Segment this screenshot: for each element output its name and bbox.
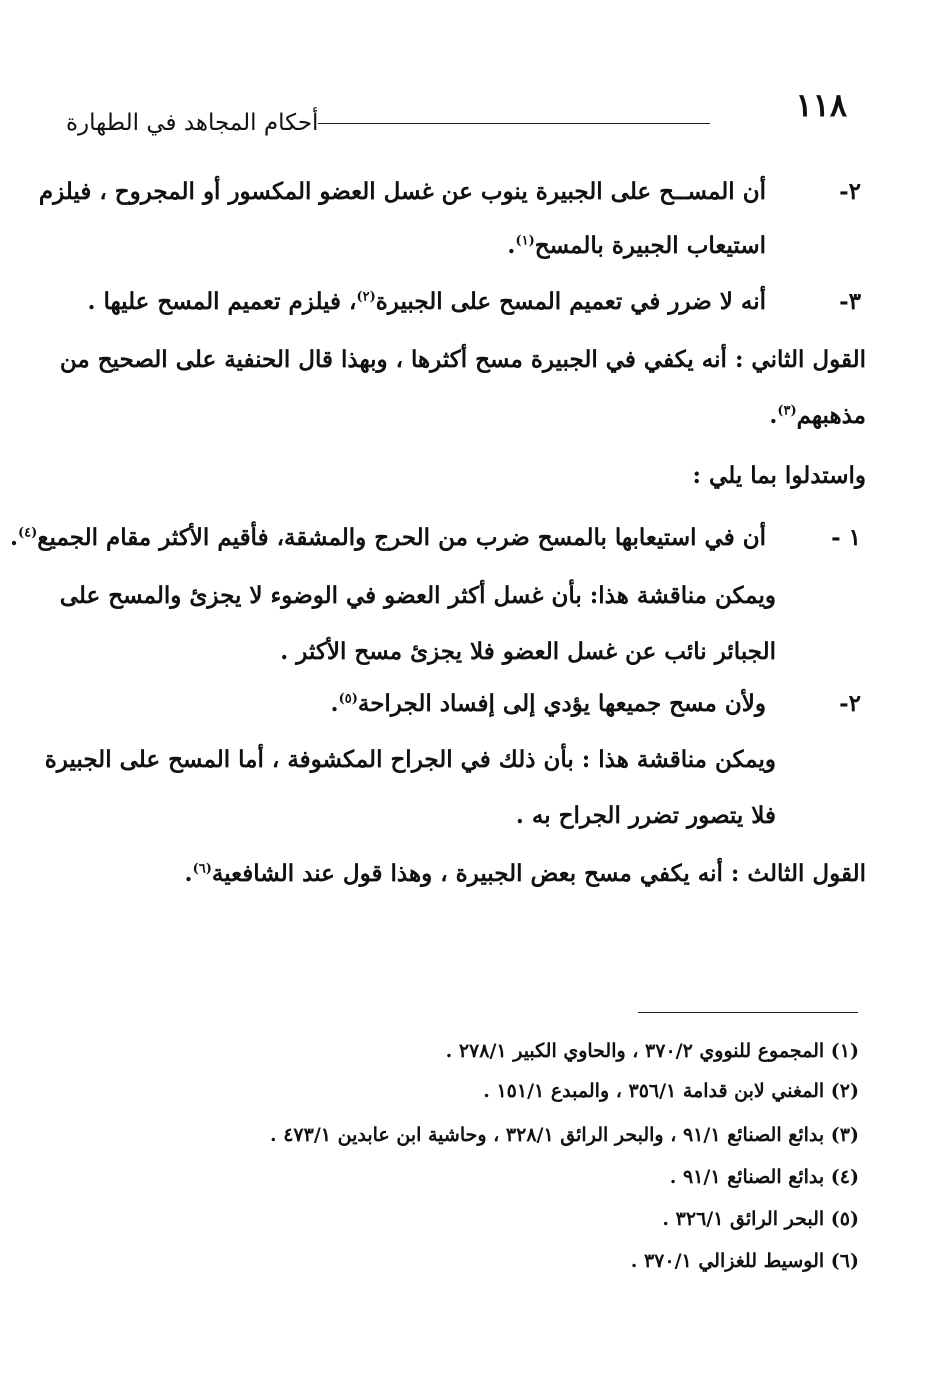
header-rule xyxy=(318,123,710,124)
text-line: أن المســح على الجبيرة ينوب عن غسل العضو المكسور أو المجروح ، فيلزم xyxy=(38,178,766,205)
text-line: استيعاب الجبيرة بالمسح$^{(١)}$. xyxy=(507,232,766,259)
footnote-ref: (٣) xyxy=(777,403,797,419)
paragraph-qawl2-cont xyxy=(66,402,866,442)
footnote-ref: (١) xyxy=(515,233,535,249)
paragraph-qawl3 xyxy=(66,860,866,900)
footnote: (٣) بدائع الصنائع ٩١/١ ، والبحر الرائق ٣٢٨/١ ، وحاشية ابن عابدين ٤٧٣/١ . xyxy=(269,1124,859,1146)
item-number: ٢- xyxy=(839,690,861,717)
footnote: (٦) الوسيط للغزالي ٣٧٠/١ . xyxy=(630,1250,859,1272)
text-line: أنه لا ضرر في تعميم المسح على الجبيرة$^{(٢)}$، فيلزم تعميم المسح عليها . xyxy=(87,288,766,315)
footnote: (٥) البحر الرائق ٣٢٦/١ . xyxy=(662,1208,859,1230)
text-line: ويمكن مناقشة هذا: بأن غسل أكثر العضو في الوضوء لا يجزئ والمسح على xyxy=(59,582,776,609)
footnote-ref: (٤) xyxy=(17,525,38,541)
text-line: فلا يتصور تضرر الجراح به . xyxy=(515,802,776,829)
footnote-ref: (٥) xyxy=(338,691,358,707)
text-line: أن في استيعابها بالمسح ضرب من الحرج والمشقة، فأقيم الأكثر مقام الجميع$^{(٤)}$. xyxy=(9,524,766,551)
running-title: أحكام المجاهد في الطهارة xyxy=(66,110,319,136)
text-line: القول الثالث : أنه يكفي مسح بعض الجبيرة ، وهذا قول عند الشافعية$^{(٦)}$. xyxy=(184,860,866,887)
paragraph-arg2 xyxy=(66,690,766,726)
footnote-rule xyxy=(638,1012,858,1013)
paragraph-item3 xyxy=(66,288,766,324)
paragraph-discussion1 xyxy=(59,582,776,618)
paragraph-discussion2 xyxy=(44,746,776,782)
paragraph-qawl2 xyxy=(59,346,866,386)
footnote-ref: (٢) xyxy=(356,289,376,305)
text-line: واستدلوا بما يلي : xyxy=(692,462,866,489)
paragraph-item2 xyxy=(38,178,766,214)
item-number: ٣- xyxy=(839,288,861,315)
text-line: الجبائر نائب عن غسل العضو فلا يجزئ مسح الأكثر . xyxy=(280,638,776,665)
text-line: ويمكن مناقشة هذا : بأن ذلك في الجراح المكشوفة ، أما المسح على الجبيرة xyxy=(44,746,776,773)
text-line: مذهبهم$^{(٣)}$. xyxy=(769,402,866,429)
footnote: (٤) بدائع الصنائع ٩١/١ . xyxy=(669,1166,859,1188)
paragraph-item2-cont xyxy=(66,232,766,268)
paragraph-evidence-intro xyxy=(66,462,866,502)
footnote: (١) المجموع للنووي ٣٧٠/٢ ، والحاوي الكبير ٢٧٨/١ . xyxy=(445,1040,859,1062)
footnote-ref: (٦) xyxy=(192,861,212,877)
text-line: ولأن مسح جميعها يؤدي إلى إفساد الجراحة$^{(٥)}$. xyxy=(330,690,766,717)
page-number: ١١٨ xyxy=(795,86,847,124)
paragraph-arg1 xyxy=(9,524,766,560)
item-number: ٢- xyxy=(839,178,861,205)
paragraph-discussion2-cont xyxy=(76,802,776,838)
footnote: (٢) المغني لابن قدامة ٣٥٦/١ ، والمبدع ١٥١/١ . xyxy=(483,1080,859,1102)
text-line: القول الثاني : أنه يكفي في الجبيرة مسح أكثرها ، وبهذا قال الحنفية على الصحيح من xyxy=(59,346,866,373)
paragraph-discussion1-cont xyxy=(76,638,776,674)
item-number: ١ - xyxy=(831,524,861,551)
